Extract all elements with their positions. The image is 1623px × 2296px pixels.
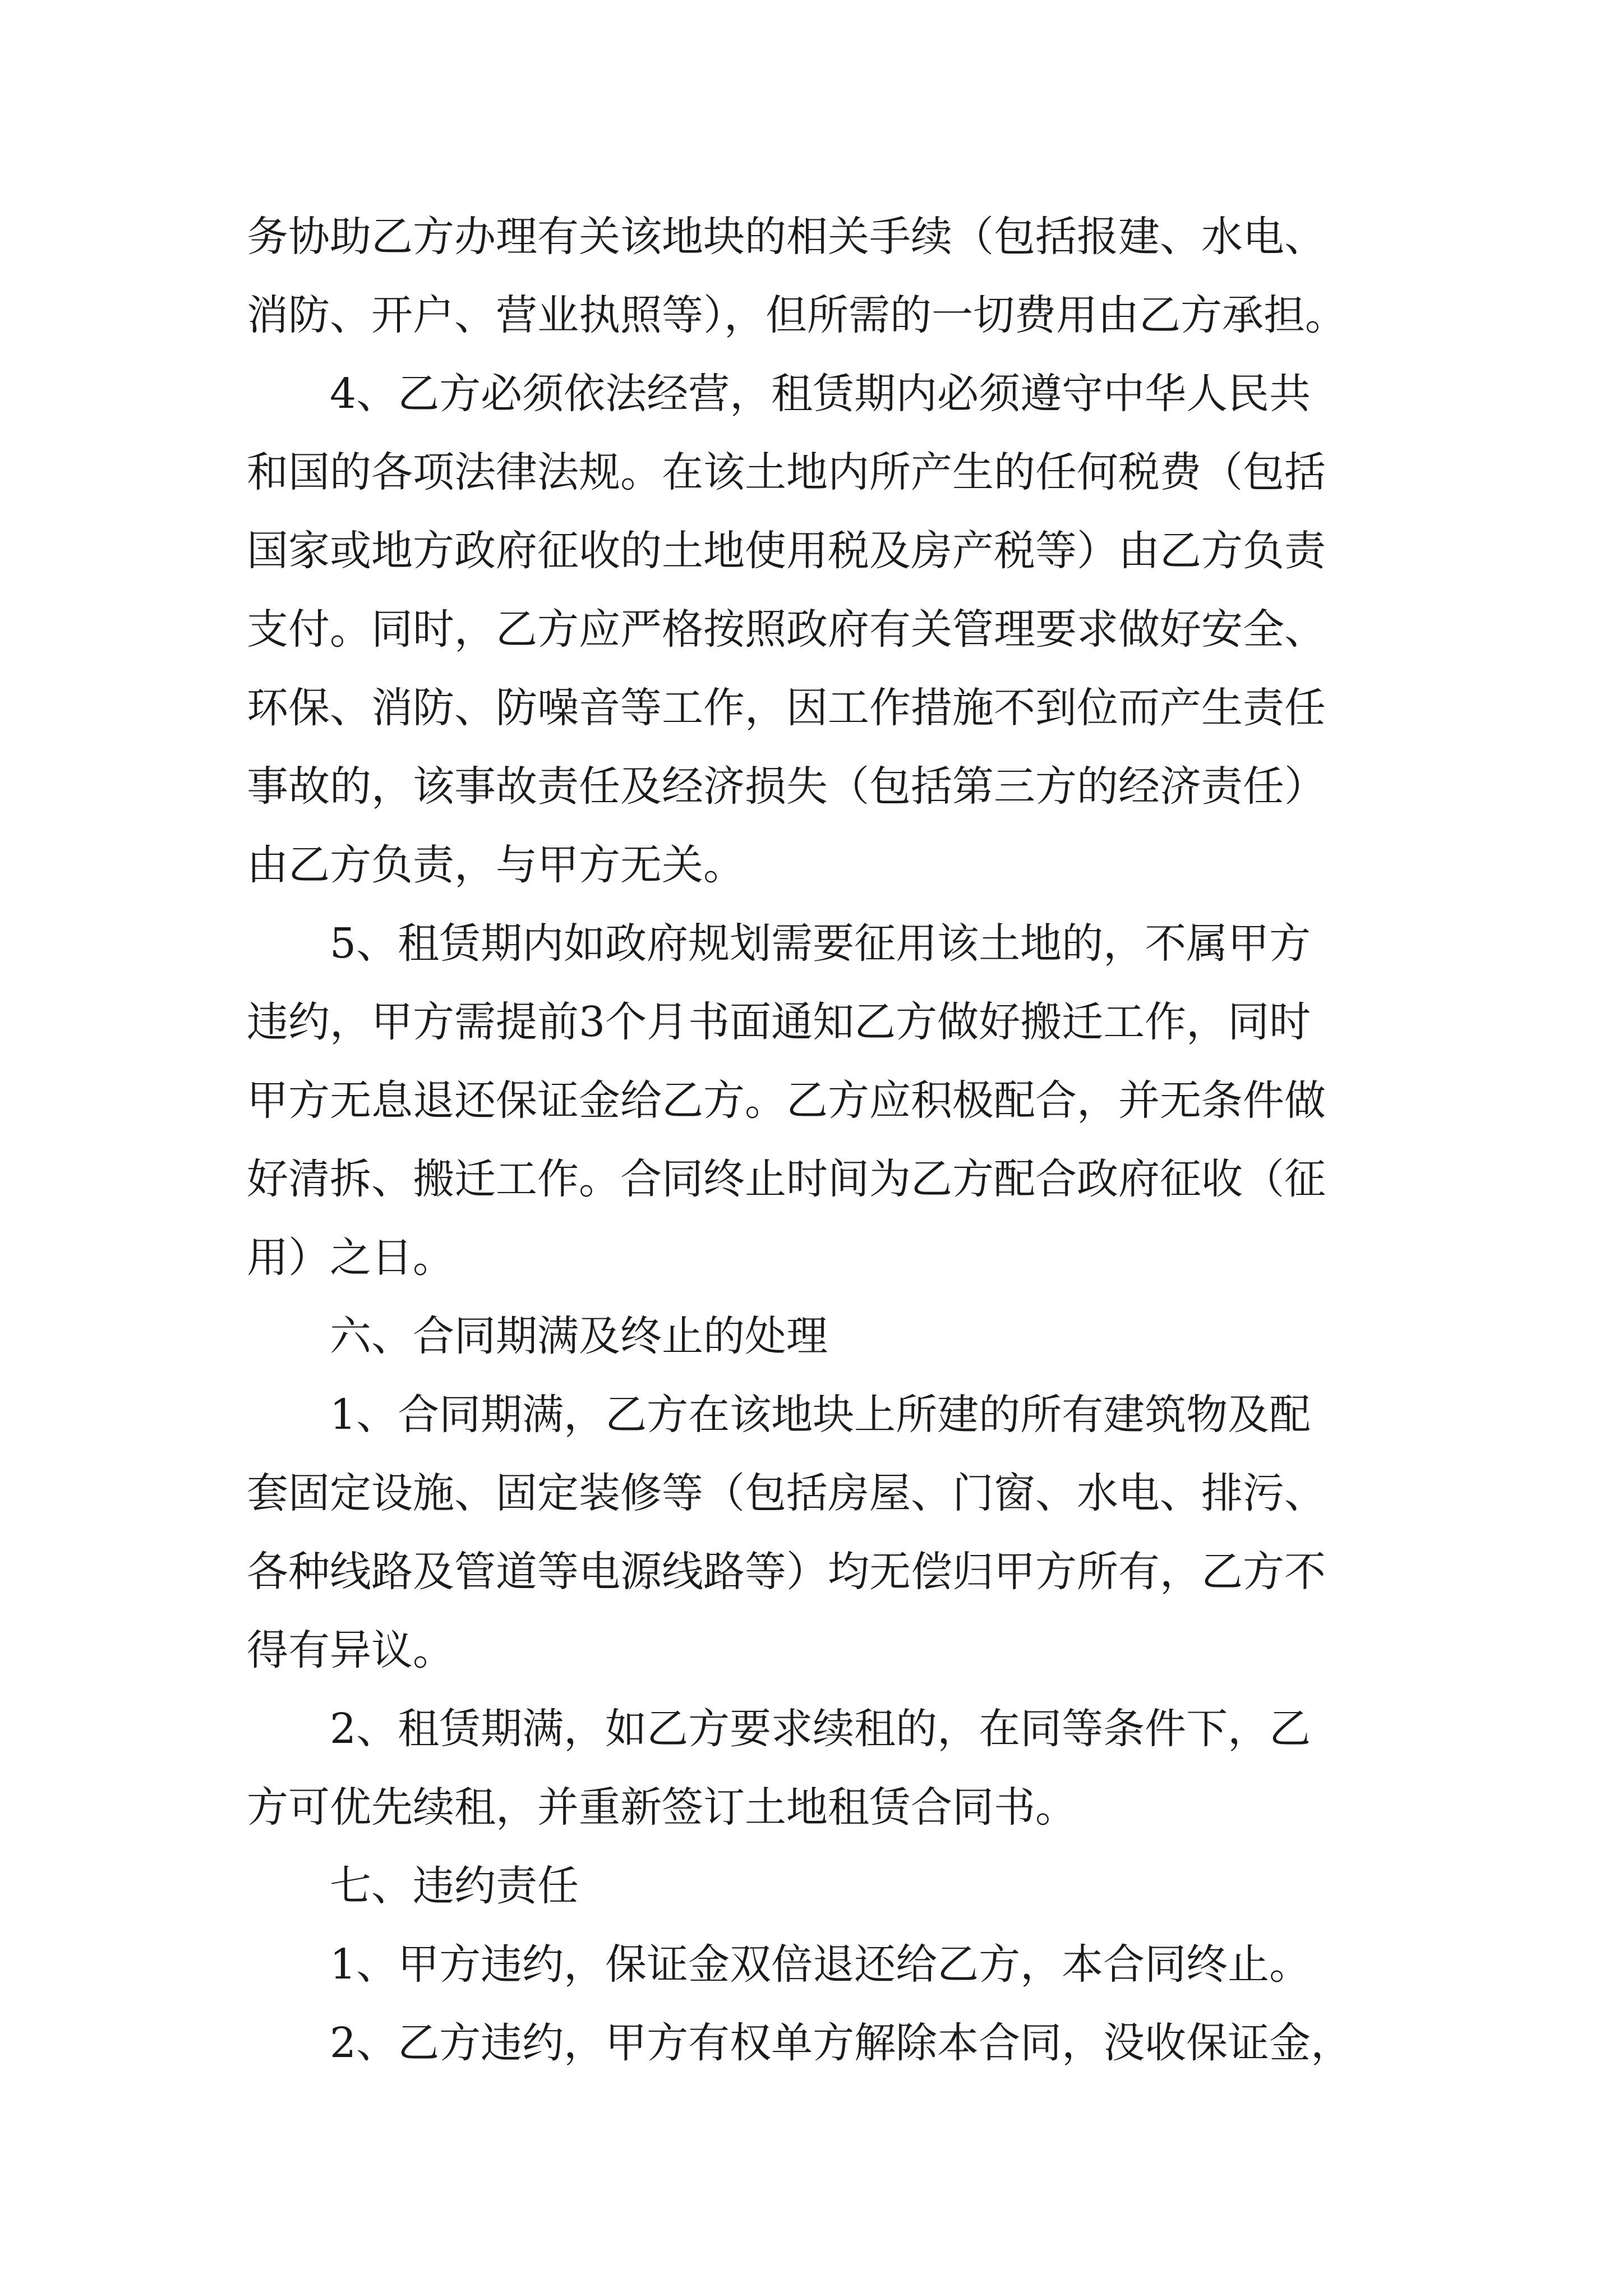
text-line: 支付。同时，乙方应严格按照政府有关管理要求做好安全、	[247, 605, 1326, 654]
text-line: 国家或地方政府征收的土地使用税及房产税等）由乙方负责	[247, 527, 1326, 575]
text-line: 消防、开户、营业执照等），但所需的一切费用由乙方承担。	[247, 291, 1347, 339]
clause-5-start: 5、租赁期内如政府规划需要征用该土地的，不属甲方	[330, 919, 1311, 968]
section-heading-7: 七、违约责任	[330, 1862, 579, 1910]
text-line: 方可优先续租，并重新签订土地租赁合同书。	[247, 1783, 1077, 1832]
text-line: 甲方无息退还保证金给乙方。乙方应积极配合，并无条件做	[247, 1076, 1326, 1125]
text-line: 得有异议。	[247, 1626, 454, 1674]
text-line: 违约，甲方需提前3个月书面通知乙方做好搬迁工作，同时	[247, 998, 1311, 1046]
section-6-clause-2-start: 2、租赁期满，如乙方要求续租的，在同等条件下，乙	[330, 1705, 1311, 1753]
text-line: 环保、消防、防噪音等工作，因工作措施不到位而产生责任	[247, 684, 1326, 732]
section-7-clause-1: 1、甲方违约，保证金双倍退还给乙方，本合同终止。	[330, 1940, 1311, 1989]
section-heading-6: 六、合同期满及终止的处理	[330, 1312, 828, 1360]
text-line: 务协助乙方办理有关该地块的相关手续（包括报建、水电、	[247, 213, 1326, 261]
clause-4-start: 4、乙方必须依法经营，租赁期内必须遵守中华人民共	[330, 370, 1311, 418]
section-7-clause-2-start: 2、乙方违约，甲方有权单方解除本合同，没收保证金，	[330, 2019, 1353, 2067]
section-6-clause-1-start: 1、合同期满，乙方在该地块上所建的所有建筑物及配	[330, 1391, 1311, 1439]
text-line: 套固定设施、固定装修等（包括房屋、门窗、水电、排污、	[247, 1469, 1326, 1517]
text-line: 由乙方负责，与甲方无关。	[247, 841, 745, 889]
text-line: 用）之日。	[247, 1234, 454, 1282]
text-line: 好清拆、搬迁工作。合同终止时间为乙方配合政府征收（征	[247, 1155, 1326, 1203]
text-line: 各种线路及管道等电源线路等）均无偿归甲方所有，乙方不	[247, 1548, 1326, 1596]
text-line: 和国的各项法律法规。在该土地内所产生的任何税费（包括	[247, 448, 1326, 496]
text-line: 事故的，该事故责任及经济损失（包括第三方的经济责任）	[247, 762, 1326, 811]
document-body	[247, 197, 1380, 2082]
